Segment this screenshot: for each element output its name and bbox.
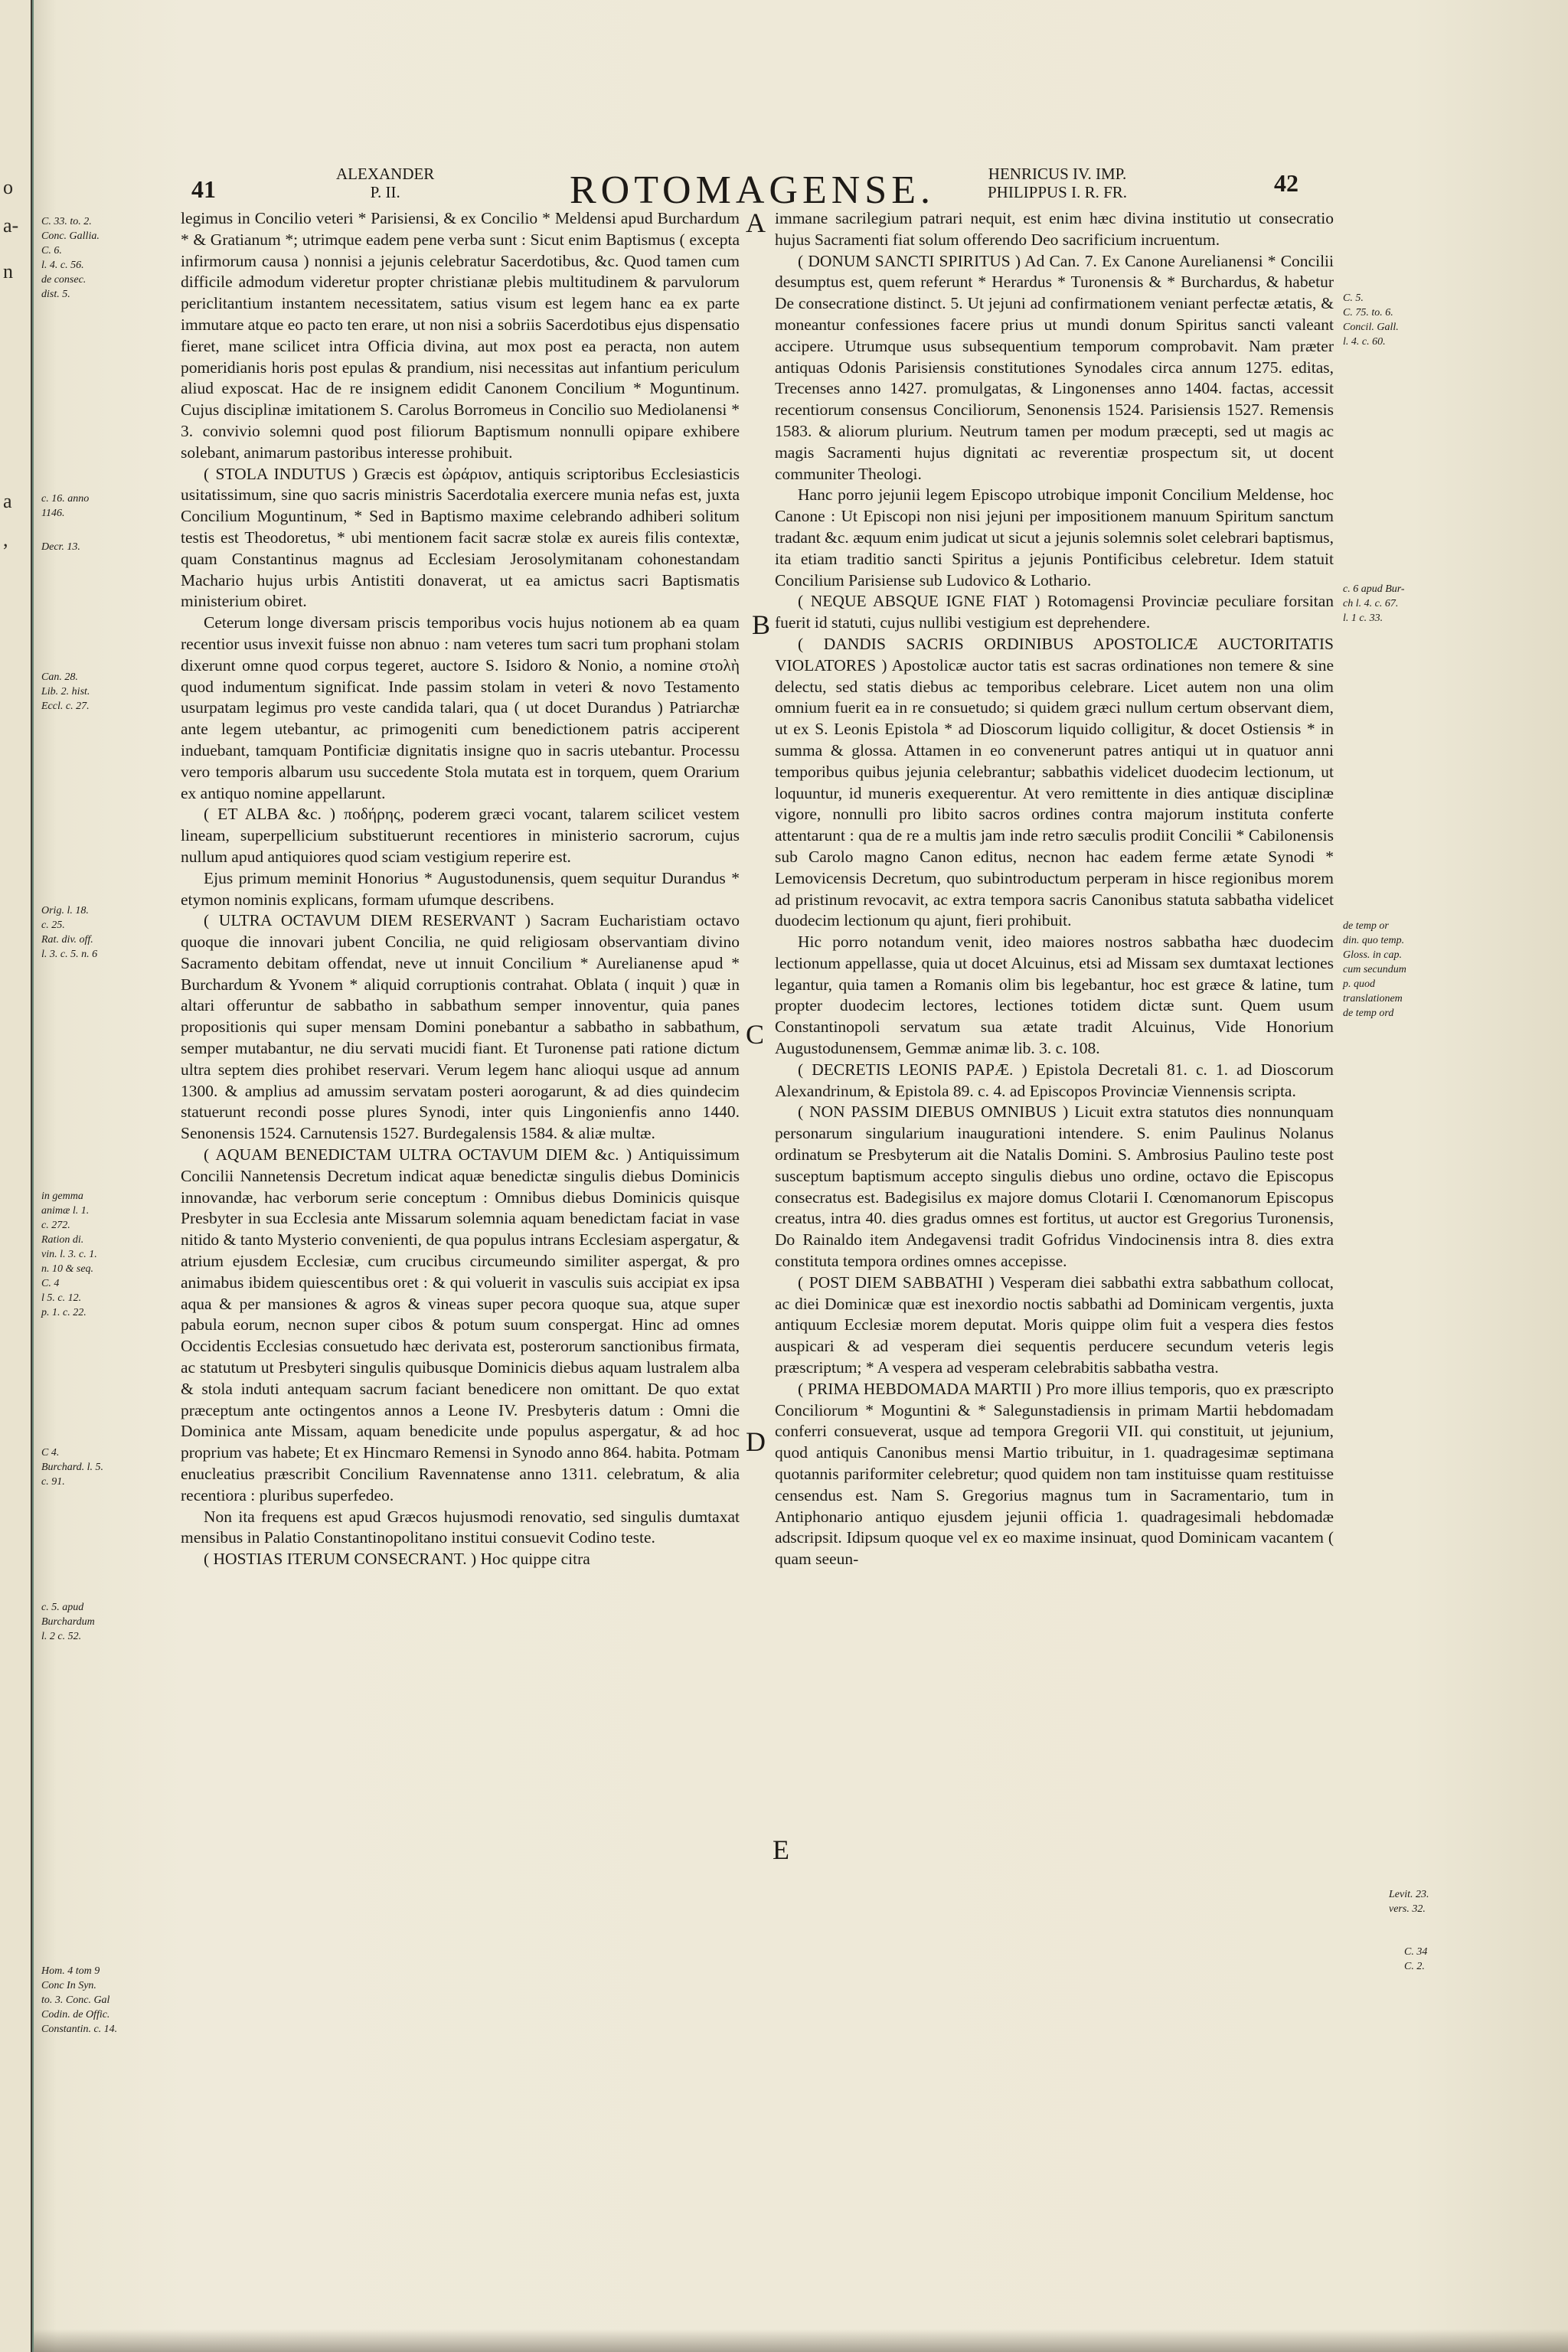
paragraph: ( DECRETIS LEONIS PAPÆ. ) Epistola Decretali 81. c. 1. ad Dioscorum Alexandrinum, & Epistola 89. c. 4. ad Episcopos Provinciæ Viennensis scripta.: [775, 1060, 1334, 1100]
page-title: ROTOMAGENSE.: [570, 168, 935, 212]
folio-right: 42: [1274, 169, 1298, 197]
section-letter: E: [773, 1834, 789, 1865]
running-head: [34, 165, 1568, 211]
margin-note: Decr. 13.: [41, 541, 80, 553]
margin-note: Orig. l. 18. c. 25. Rat. div. off. l. 3. c. 5. n. 6: [41, 905, 98, 960]
book-page: [34, 0, 1568, 2352]
left-text-column: [181, 208, 740, 1570]
paragraph: Hic porro notandum venit, ideo maiores nostros sabbatha hæc duodecim lectionum appellasse, quia ut docet Alcuinus, etsi ad Missam sex dumtaxat lectiones legantur, quia tamen a Romanis olim bis legebantur, hoc est græce & latine, tum propter duodecim lectores, lectiones totidem dictæ sunt. Quem usum Constantinopoli servatum sua ætate tradit Alcuinus, Vide Honorium Augustodunensem, Gemmæ animæ lib. 3. c. 108.: [775, 933, 1334, 1058]
folio-left: 41: [191, 175, 216, 203]
right-text-column: [775, 208, 1334, 1570]
section-letter: D: [746, 1426, 766, 1457]
margin-note: in gemma animæ l. 1. c. 272. Ration di. vin. l. 3. c. 1. n. 10 & seq. C. 4 l 5. c. 12. p. 1. c. 22.: [41, 1191, 97, 1318]
paragraph: Ceterum longe diversam priscis temporibus vocis hujus notionem ab ea quam recentior usus invexit fuisse non abnuo : nam veteres tum sacri tum prophani stolam dixerunt omne quod corpus tegeret, auctore S. Isidoro & Nonio, a nomine στολὴ quod indumentum significat. Inde passim stolam in veteri & novo Testamento usurpatam legimus pro veste candida talari, qua ( ut docet Durandus ) Patriarchæ ante legem utebantur, ac primogeniti cum benedictionem patris acciperent induebant, tamquam Pontificiæ dignitatis insigne quo in sacris utebantur. Processu vero temporis albarum usu succedente Stola mutata est in torquem, quem Orarium ex antiquo nomine appellarunt.: [181, 613, 740, 802]
paragraph: ( STOLA INDUTUS ) Græcis est ὠράριον, antiquis scriptoribus Ecclesiasticis usitatissimum, sine quo sacris ministris Sacerdotalia exercere munia nefas est, juxta Concilium Moguntinum, * Sed in Baptismo maxime celebrando adhiberi solitum testis est Theodoretus, * ubi mentionem facit sacræ stolæ ex aureis filis contextæ, quam Constantinus magnus ad Ecclesiam Jerosolymitanam cohonestandam Machario hujus urbis Antistiti donaverat, ut ea amictus sacri Baptismatis ministerium obiret.: [181, 464, 740, 611]
section-letter: B: [752, 609, 771, 640]
prev-page-fragment: o: [3, 176, 13, 198]
margin-note: c. 16. anno 1146.: [41, 493, 90, 519]
paragraph: ( ET ALBA &c. ) ποδήρης, poderem græci vocant, talarem scilicet vestem lineam, superpellicium substituerunt recentiores in ministerio sacrorum, cujus nullum apud antiquiores quod sciam vestigium reperire est.: [181, 805, 740, 866]
margin-note: C 4. Burchard. l. 5. c. 91.: [41, 1447, 104, 1488]
paragraph: Non ita frequens est apud Græcos hujusmodi renovatio, sed singulis dumtaxat mensibus in Palatio Constantinopolitano institui consuevit Codino teste.: [181, 1507, 740, 1547]
header-left-small: ALEXANDER P. II.: [336, 165, 435, 201]
margin-note: Hom. 4 tom 9 Conc In Syn. to. 3. Conc. Gal Codin. de Offic. Constantin. c. 14.: [41, 1965, 118, 2035]
paragraph: immane sacrilegium patrari nequit, est enim hæc divina institutio ut consecratio hujus Sacramenti fiat solum offerendo Deo sacrificium incruentum.: [775, 209, 1334, 249]
section-letter: C: [746, 1019, 765, 1050]
margin-note: Levit. 23. vers. 32.: [1389, 1889, 1429, 1915]
paragraph: ( DONUM SANCTI SPIRITUS ) Ad Can. 7. Ex Canone Aurelianensi * Concilii desumptus est, quem referunt * Herardus * Turonensis & * Burchardus, & habetur De consecratione distinct. 5. Ut jejuni ad confirmationem veniant perfectæ ætatis, & moneantur confessiones facere prius ut mundi donum Spiritus sancti valeant accipere. Utrumque usus subsequentium temporum comprobavit. Nam præter antiquas Odonis Parisiensis constitutiones Synodales circa annum 1275. editas, Trecenses anno 1427. promulgatas, & Lingonenses anno 1404. factas, accessit recentiorum consensus Conciliorum, Senonensis 1524. Parisiensis 1527. Remensis 1583. & aliorum plurium. Neutrum tamen per modum præcepti, sed ut magis ac magis Sacramenti hujus dignitati ac reverentiæ prospectum sit, ut docent communiter Theologi.: [775, 251, 1334, 483]
paragraph: Ejus primum meminit Honorius * Augustodunensis, quem sequitur Durandus * etymon nominis explicans, formam ufumque describens.: [181, 868, 740, 909]
margin-note: de temp or din. quo temp. Gloss. in cap. cum secundum p. quod translationem de temp ord: [1343, 920, 1406, 1019]
paragraph: ( PRIMA HEBDOMADA MARTII ) Pro more illius temporis, quo ex præscripto Conciliorum * Moguntini & * Salegunstadiensis in primam Martii hebdomadam conferri consueverat, usque ad tempora Gregorii VII. qui constituit, ut jejunium, quod antiquis Canonibus mensi Martio tribuitur, in 1. quadragesimæ septimana quotannis pariformiter celebretur; quod quidem non tam instituisse quam restituisse censendus est. Nam S. Gregorius magnus tum in Sacramentario, tum in Antiphonario antiquo ejusdem jejunii officia 1. quadragesimali hebdomadæ adscripsit. Idipsum quoque vel ex eo maxime insinuat, quod Dominicam vacantem ( quam seeun-: [775, 1379, 1334, 1569]
paragraph: ( ULTRA OCTAVUM DIEM RESERVANT ) Sacram Eucharistiam octavo quoque die innovari jubent Concilia, ne quid religiosam observantiam divino Sacramento debitam offendat, neve ut innuit Concilium * Aurelianense apud * Burchardum & Yvonem * aliquid corruptionis contrahat. Oblata ( inquit ) quæ in altari offeruntur de sabbatho in sabbathum semper innoventur, quia panes propositionis qui super mensam Domini ponebantur a sabbatho in sabbathum, semper mutabantur, ne diu servati mucidi fiant. Et Turonense pati ratione dictum ultra septem dies prohibet reservari. Verum legem hanc alioqui usque ad annum 1300. & amplius ad amussim servatam posteri aorogarunt, & ad dies quindecim statuerunt recondi posse plures Synodi, inter quis Lingonienfis anno 1440. Senonensis 1524. Carnutensis 1527. Burdegalensis 1584. & aliæ multæ.: [181, 911, 740, 1143]
margin-note: C. 5. C. 75. to. 6. Concil. Gall. l. 4. c. 60.: [1343, 292, 1399, 348]
prev-page-fragment: ,: [3, 528, 8, 550]
margin-note: C. 34 C. 2.: [1404, 1946, 1428, 1972]
margin-note: C. 33. to. 2. Conc. Gallia. C. 6. l. 4. c. 56. de consec. dist. 5.: [41, 216, 100, 300]
prev-page-fragment: a-: [3, 214, 19, 237]
page-bottom-shadow: [34, 2329, 1568, 2352]
prev-page-fragment: a: [3, 490, 12, 512]
paragraph: Hanc porro jejunii legem Episcopo utrobique imponit Concilium Meldense, hoc Canone : Ut Episcopi non nisi jejuni per impositionem manuum Spiritum sanctum tradant &c. æquum enim judicat ut sicut a jejunis solemnis solet celebrari baptismus, ita etiam traditio sancti Spiritus a jejunis Pontificibus celebretur. Idem statuit Concilium Parisiense sub Ludovico & Lothario.: [775, 485, 1334, 590]
paragraph: ( POST DIEM SABBATHI ) Vesperam diei sabbathi extra sabbathum collocat, ac diei Dominicæ quæ est inexordio noctis sabbathi ad Dominicam vergentis, juxta antiquum Ecclesiæ morem deputat. Moris quippe olim fuit a vespera dies festos auspicari & ad vesperam diei sequentis perducere secundum veteris legis præscriptum; * A vespera ad vesperam celebrabitis sabbatha vestra.: [775, 1272, 1334, 1377]
margin-note: c. 5. apud Burchardum l. 2 c. 52.: [41, 1602, 95, 1642]
margin-note: c. 6 apud Bur- ch l. 4. c. 67. l. 1 c. 33.: [1343, 583, 1405, 624]
paragraph: ( AQUAM BENEDICTAM ULTRA OCTAVUM DIEM &c. ) Antiquissimum Concilii Nannetensis Decretum indicat aquæ benedictæ singulis diebus Dominicis innovandæ, hac verborum serie conceptum : Omnibus diebus Dominicis quisque Presbyter in sua Ecclesia ante Missarum solemnia aquam benedictam faciat in vase nitido & tanto Mysterio convenienti, de qua populus intrans Ecclesiam aspergatur, & atrium ejusdem Ecclesiæ, cum crucibus circumeundo similiter aspergat, & pro animabus ibidem quiescentibus oret : & qui voluerit in vasculis suis accipiat ex ipsa aqua & per mansiones & agros & vineas super pecora quoque sua, atque super pabula eorum, necnon super cibos & potum suum conspergat. Hinc ad omnes Occidentis Ecclesias consuetudo hæc derivata est, posterorum sanctionibus firmata, ac statutum ut Presbyteri singulis quibusque Dominicis diebus aquam lustralem alba & stola induti antequam sacrum faciant benedicere non omittant. De quo extat præceptum ante octingentos annos a Leone IV. Presbyteris datum : Omni die Dominica ante Missam, aquam benedicite unde populus aspergatur, & ad hoc proprium vas habete; Et ex Hincmaro Remensi in Synodo anno 864. habita. Potmam enucleatius præscribit Concilium Ravennatense anno 1311. celebratum, & alia recentiora : pluribus superfedeo.: [181, 1145, 740, 1504]
paragraph: legimus in Concilio veteri * Parisiensi, & ex Concilio * Meldensi apud Burchardum * & Gratianum *; utrimque eadem pene verba sunt : Sicut enim Baptismus ( excepta infirmorum causa ) nonnisi a jejunis celebratur Sacerdotibus, &c. Quod tamen cum difficile admodum videretur propter christianæ plebis multitudinem & parvulorum periclitantium instantem necessitatem, satius visum est legem hanc ea ex parte immutare atque eo pacto ten erare, ut non nisi a sobriis Sacerdotibus ejus dispensatio fieret, mane scilicet intra Officia divina, aut mox post ea peracta, non autem pomeridianis horis post epulas & prandium, nisi necessitas aut infantium periculum aliud exposcat. Hac de re insignem edidit Canonem Concilium * Moguntinum. Cujus disciplinæ imitationem S. Carolus Borromeus in Concilio suo Mediolanensi * 3. convivio solemni quod post filiorum Baptismum nonnulli opipare exhibere solebant, animarum pastoribus interesse prohibuit.: [181, 209, 740, 462]
paragraph: ( DANDIS SACRIS ORDINIBUS APOSTOLICÆ AUCTORITATIS VIOLATORES ) Apostolicæ auctor tatis est sacras ordinationes non temere & sine delectu, sed statis diebus ac temporibus celebrare. Licet autem non una olim omnium fuerit ea in re consuetudo; si quidem græci nullum certum observant diem, ut ex S. Leonis Epistola * ad Dioscorum liquido colligitur, & docet Ostiensis * in summa & glossa. Attamen in eo convenerunt patres antiqui ut in quatuor anni temporibus quibus jejunia celebrantur; sabbathis videlicet duodecim lectionum, ut loquuntur, id muneris exequerentur. At vero remittente in dies antiquæ disciplinæ vigore, nonnulli pro libito sacros ordines contra majorum instituta conferte attentarunt : qua de re a multis jam inde retro sæculis prodiit Concilii * Cabilonensis sub Carolo magno Canon editus, necnon hac eadem ferme ætate Synodi * Lemovicensis Decretum, quo subintroductum perperam in hisce regionibus morem ad pristinum revocavit, ac extra tempora sacris Canonibus statuta sabbatha videlicet duodecim lectionum qu ajunt, fieri prohibuit.: [775, 634, 1334, 930]
header-right-small: HENRICUS IV. IMP. PHILIPPUS I. R. FR.: [988, 165, 1128, 201]
paragraph: ( HOSTIAS ITERUM CONSECRANT. ) Hoc quippe citra: [204, 1550, 590, 1569]
previous-page-edge: [0, 0, 32, 2352]
prev-page-fragment: n: [3, 260, 13, 283]
section-letter: A: [746, 207, 766, 238]
paragraph: ( NEQUE ABSQUE IGNE FIAT ) Rotomagensi Provinciæ peculiare forsitan fuerit id statuti, cujus nullibi vestigium est deprehendere.: [775, 592, 1334, 632]
margin-note: Can. 28. Lib. 2. hist. Eccl. c. 27.: [41, 671, 90, 712]
paragraph: ( NON PASSIM DIEBUS OMNIBUS ) Licuit extra statutos dies nonnunquam personarum singularium inaugurationi intendere. S. enim Paulinus Nolanus ordinatum se Presbyterum ait die Natalis Domini. S. Ambrosius Paulino teste post susceptum baptismum accepto singulis diebus uno ordine, octavo die Episcopus consecratus est. Badegisilus ex majore domus Clotarii I. Cœnomanorum Episcopus creatus, intra 40. dies gradus omnes est fortitus, ut auctor est Gregorius Turonensis, Do Rainaldo item Andegavensi tradit Gofridus Vindocinensis intra 8. dies extra constituta tempora ordines omnes accepisse.: [775, 1102, 1334, 1271]
